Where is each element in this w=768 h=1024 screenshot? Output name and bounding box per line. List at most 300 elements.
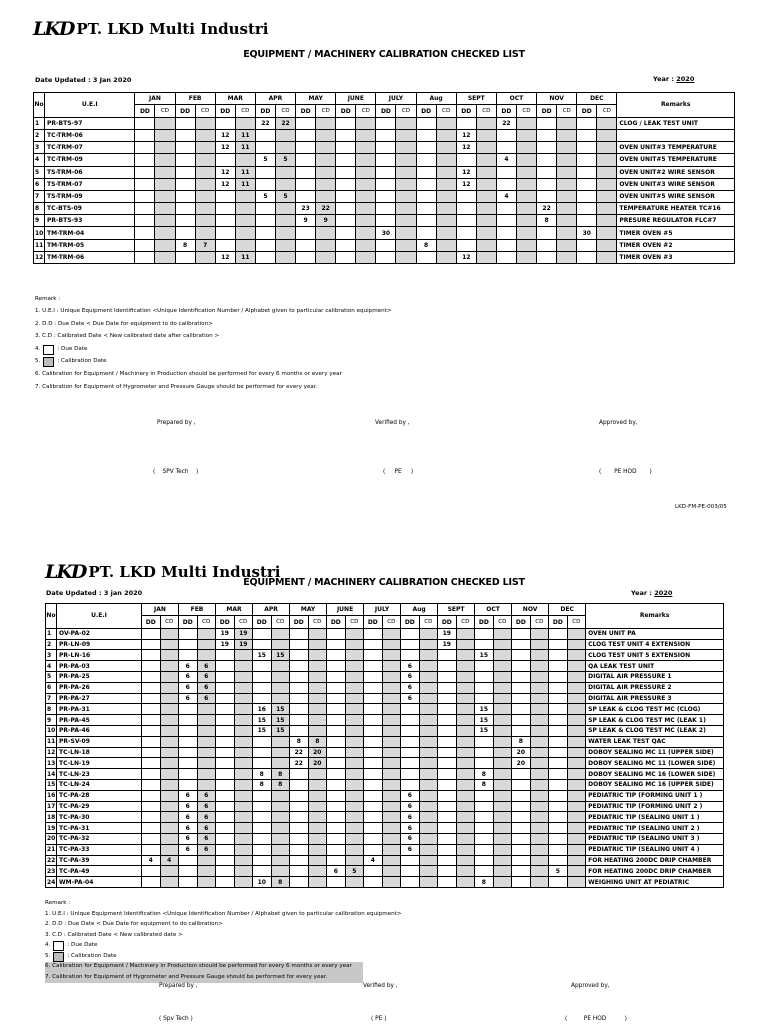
calibration-cell	[597, 117, 617, 129]
calibration-cell	[436, 178, 456, 190]
calibration-cell	[142, 823, 161, 834]
calibration-cell	[419, 877, 438, 888]
calibration-cell	[475, 628, 494, 639]
calibration-cell	[493, 758, 512, 769]
calibrated-date-subheader: CD	[456, 616, 475, 628]
row-number: 1	[46, 628, 57, 639]
calibration-cell	[308, 715, 327, 726]
row-number: 8	[46, 704, 57, 715]
calibration-cell	[567, 747, 586, 758]
calibrated-date-subheader: CD	[345, 616, 364, 628]
calibration-cell	[290, 801, 309, 812]
calibration-cell	[438, 715, 457, 726]
calibration-cell	[316, 154, 336, 166]
calibration-cell	[416, 142, 436, 154]
calibration-cell: 6	[401, 823, 420, 834]
calibration-cell: 8	[475, 877, 494, 888]
calibration-cell	[234, 704, 253, 715]
equipment-remark: TIMER OVEN #2	[617, 239, 735, 251]
calibration-cell	[416, 154, 436, 166]
table-row	[46, 855, 724, 866]
calibration-cell	[290, 661, 309, 672]
calibration-cell	[271, 844, 290, 855]
calibration-cell	[567, 682, 586, 693]
calibration-cell	[419, 671, 438, 682]
calibration-cell	[530, 715, 549, 726]
row-number: 13	[47, 759, 56, 767]
verified-by-role: ( PE )	[371, 1016, 387, 1022]
calibration-cell	[308, 833, 327, 844]
calibration-cell	[597, 190, 617, 202]
calibrated-date-subheader: CD	[396, 105, 416, 117]
calibrated-date-subheader: CD	[356, 105, 376, 117]
calibration-cell	[557, 129, 577, 141]
calibration-cell: 23	[296, 203, 316, 215]
calibration-cell	[376, 142, 396, 154]
calibration-cell	[356, 178, 376, 190]
calibration-cell: 15	[475, 650, 494, 661]
calibration-cell	[195, 178, 215, 190]
calibration-cell	[419, 823, 438, 834]
year-field	[653, 75, 694, 83]
calibration-cell	[436, 215, 456, 227]
calibration-cell	[253, 671, 272, 682]
calibration-cell	[597, 129, 617, 141]
calibration-cell	[475, 855, 494, 866]
calibration-cell	[530, 758, 549, 769]
equipment-remark: DOBOY SEALING MC 11 (LOWER SIDE)	[586, 758, 724, 769]
calibration-cell	[438, 855, 457, 866]
calibration-cell	[308, 650, 327, 661]
calibration-cell	[436, 166, 456, 178]
equipment-remark: DOBOY SEALING MC 16 (UPPER SIDE)	[586, 779, 724, 790]
calibration-cell	[456, 154, 476, 166]
calibration-cell	[496, 129, 516, 141]
calibration-cell	[308, 769, 327, 780]
calibration-cell	[179, 715, 198, 726]
calibration-cell	[549, 682, 568, 693]
calibration-cell	[557, 117, 577, 129]
calibration-cell	[271, 823, 290, 834]
calibration-cell	[549, 639, 568, 650]
calibration-cell	[438, 682, 457, 693]
equipment-remark: SP LEAK & CLOG TEST MC (LEAK 1)	[586, 715, 724, 726]
calibration-cell	[577, 178, 597, 190]
remark-item-2: 2. D.D : Due Date < Due Date for equipment to do calibration>	[35, 320, 213, 327]
calibration-cell	[345, 779, 364, 790]
calibration-cell	[179, 725, 198, 736]
calibration-cell	[364, 769, 383, 780]
calibration-cell	[438, 769, 457, 780]
calibration-cell: 8	[512, 736, 531, 747]
calibration-cell: 15	[475, 704, 494, 715]
calibration-cell	[475, 682, 494, 693]
calibration-cell	[516, 227, 536, 239]
calibration-cell	[493, 715, 512, 726]
due-date-subheader: DD	[142, 616, 161, 628]
calibration-cell	[234, 671, 253, 682]
calibration-cell	[142, 715, 161, 726]
calibration-cell	[456, 190, 476, 202]
due-date-subheader: DD	[179, 616, 198, 628]
calibrated-date-subheader: CD	[316, 105, 336, 117]
remarks-section	[45, 899, 645, 983]
calibration-cell	[253, 844, 272, 855]
calibration-cell	[456, 725, 475, 736]
calibration-cell	[382, 790, 401, 801]
due-date-subheader: DD	[175, 105, 195, 117]
table-row	[34, 129, 735, 141]
calibration-cell	[549, 877, 568, 888]
calibration-cell: 6	[197, 693, 216, 704]
calibration-cell	[179, 736, 198, 747]
calibration-cell	[160, 790, 179, 801]
calibration-cell	[253, 855, 272, 866]
calibration-cell	[356, 142, 376, 154]
calibration-cell	[253, 661, 272, 672]
equipment-uei: OV-PA-02	[57, 628, 142, 639]
month-header: OCT	[475, 604, 512, 616]
calibration-cell	[597, 154, 617, 166]
calibration-cell	[364, 671, 383, 682]
due-date-legend-box	[53, 941, 64, 951]
calibration-cell	[155, 227, 175, 239]
calibration-cell	[419, 704, 438, 715]
calibration-cell	[135, 227, 155, 239]
calibration-cell	[356, 154, 376, 166]
calibration-cell	[155, 190, 175, 202]
calibration-cell	[567, 855, 586, 866]
calibration-cell	[549, 736, 568, 747]
calibration-cell	[567, 790, 586, 801]
date-label: Date Updated :	[46, 589, 102, 597]
calibration-cell	[197, 769, 216, 780]
calibration-cell	[456, 844, 475, 855]
calibrated-date-subheader: CD	[597, 105, 617, 117]
calibration-cell	[197, 866, 216, 877]
calibration-cell	[253, 639, 272, 650]
calibration-cell: 15	[271, 704, 290, 715]
table-row	[46, 877, 724, 888]
table-row	[46, 823, 724, 834]
calibration-cell	[364, 801, 383, 812]
calibration-cell	[175, 117, 195, 129]
remarks-title: Remark :	[35, 295, 61, 302]
calibration-cell	[290, 650, 309, 661]
calibration-cell	[197, 779, 216, 790]
calibration-cell	[271, 833, 290, 844]
calibration-cell: 6	[197, 790, 216, 801]
equipment-uei: TC-PA-39	[57, 855, 142, 866]
prepared-by-label: Prepared by ,	[159, 983, 198, 989]
calibration-cell: 6	[179, 801, 198, 812]
equipment-uei: TS-TRM-07	[45, 178, 135, 190]
calibration-cell: 8	[253, 779, 272, 790]
company-name: PT. LKD Multi Industri	[76, 20, 269, 38]
calibration-cell	[364, 790, 383, 801]
calibration-cell	[271, 758, 290, 769]
calibration-cell	[290, 855, 309, 866]
calibration-cell	[327, 801, 346, 812]
calibration-cell	[290, 877, 309, 888]
calibration-cell	[456, 877, 475, 888]
calibration-cell	[255, 227, 275, 239]
calibration-cell	[308, 812, 327, 823]
calibration-cell: 6	[179, 682, 198, 693]
calibration-cell	[493, 877, 512, 888]
equipment-remark: SP LEAK & CLOG TEST MC (CLOG)	[586, 704, 724, 715]
calibration-cell	[493, 790, 512, 801]
calibration-cell	[234, 855, 253, 866]
row-number: 10	[34, 227, 45, 239]
calibration-cell	[234, 661, 253, 672]
calibration-cell	[290, 812, 309, 823]
calibration-cell	[160, 704, 179, 715]
calibration-cell	[382, 812, 401, 823]
month-header: SEPT	[456, 93, 496, 105]
calibration-cell	[493, 628, 512, 639]
calibration-cell	[438, 661, 457, 672]
calibration-cell	[253, 747, 272, 758]
calibration-cell	[336, 215, 356, 227]
calibration-cell	[308, 628, 327, 639]
calibration-cell	[234, 823, 253, 834]
calibration-cell	[345, 855, 364, 866]
calibration-cell: 5	[255, 154, 275, 166]
calibration-cell: 15	[271, 725, 290, 736]
calibration-cell	[135, 166, 155, 178]
calibration-cell	[456, 628, 475, 639]
calibration-cell: 6	[197, 801, 216, 812]
calibration-cell	[493, 812, 512, 823]
calibrated-date-subheader: CD	[275, 105, 295, 117]
column-header-no: No	[34, 93, 45, 118]
calibration-cell	[493, 833, 512, 844]
calibration-cell	[336, 239, 356, 251]
table-row	[46, 736, 724, 747]
calibration-cell	[512, 639, 531, 650]
row-number: 12	[34, 251, 45, 263]
calibration-cell	[557, 190, 577, 202]
calibration-cell	[215, 154, 235, 166]
calibration-cell	[493, 682, 512, 693]
calibration-cell	[530, 877, 549, 888]
calibration-cell	[356, 203, 376, 215]
calibration-cell	[567, 736, 586, 747]
month-header: FEB	[175, 93, 215, 105]
calibration-cell	[253, 866, 272, 877]
calibration-cell	[496, 215, 516, 227]
remark-item-3: 3. C.D : Calibrated Date < New calibrated date >	[45, 931, 183, 938]
calibration-cell: 16	[253, 704, 272, 715]
equipment-remark: PEDIATRIC TIP (SEALING UNIT 1 )	[586, 812, 724, 823]
calibration-cell	[512, 779, 531, 790]
calibration-cell	[401, 725, 420, 736]
calibration-cell	[549, 790, 568, 801]
equipment-remark: PRESURE REGULATOR FLC#7	[617, 215, 735, 227]
calibration-cell	[416, 166, 436, 178]
calibration-cell	[364, 758, 383, 769]
equipment-uei: TC-TRM-07	[45, 142, 135, 154]
calibration-cell: 30	[577, 227, 597, 239]
row-number: 2	[34, 129, 45, 141]
calibration-cell	[345, 823, 364, 834]
calibration-cell	[493, 650, 512, 661]
calibration-cell	[336, 142, 356, 154]
calibration-cell	[396, 239, 416, 251]
calibration-cell	[530, 682, 549, 693]
calibration-cell	[216, 801, 235, 812]
calibration-cell	[308, 725, 327, 736]
calibration-cell	[530, 650, 549, 661]
calibration-cell	[290, 671, 309, 682]
calibration-cell	[530, 671, 549, 682]
table-row	[34, 117, 735, 129]
table-row	[34, 215, 735, 227]
calibration-cell	[216, 693, 235, 704]
calibration-cell	[512, 769, 531, 780]
calibration-cell	[436, 239, 456, 251]
calibration-cell	[475, 639, 494, 650]
calibration-table	[33, 92, 735, 264]
calibration-cell	[160, 693, 179, 704]
calibration-cell	[308, 661, 327, 672]
calibration-cell	[296, 227, 316, 239]
calibration-cell	[456, 866, 475, 877]
calibration-cell	[345, 725, 364, 736]
calibration-cell	[530, 833, 549, 844]
equipment-uei: PR-LN-16	[57, 650, 142, 661]
calibration-cell	[557, 227, 577, 239]
calibration-cell	[356, 190, 376, 202]
due-date-subheader: DD	[577, 105, 597, 117]
calibration-cell	[345, 736, 364, 747]
calibration-cell	[557, 154, 577, 166]
calibration-cell	[364, 639, 383, 650]
calibration-cell	[275, 251, 295, 263]
calibration-cell	[179, 704, 198, 715]
date-updated	[46, 589, 142, 597]
calibration-cell	[215, 227, 235, 239]
calibration-cell	[155, 166, 175, 178]
calibrated-date-subheader: CD	[476, 105, 496, 117]
calibration-cell	[438, 833, 457, 844]
calibration-cell	[438, 801, 457, 812]
table-row	[46, 790, 724, 801]
calibration-cell	[416, 251, 436, 263]
table-row	[46, 628, 724, 639]
table-row	[34, 178, 735, 190]
equipment-uei: TM-TRM-05	[45, 239, 135, 251]
calibrated-date-subheader: CD	[567, 616, 586, 628]
calibration-cell	[512, 671, 531, 682]
calibration-cell	[142, 844, 161, 855]
calibrated-date-subheader: CD	[160, 616, 179, 628]
calibration-cell	[401, 736, 420, 747]
calibration-cell	[179, 779, 198, 790]
calibration-cell	[308, 682, 327, 693]
calibration-cell	[456, 769, 475, 780]
calibration-cell	[475, 833, 494, 844]
remark-item-4: 4. : Due Date	[45, 941, 645, 952]
calibration-cell	[530, 779, 549, 790]
equipment-uei: PR-PA-03	[57, 661, 142, 672]
calibration-cell	[364, 661, 383, 672]
calibrated-date-subheader: CD	[271, 616, 290, 628]
calibration-cell	[475, 693, 494, 704]
calibrated-date-subheader: CD	[195, 105, 215, 117]
calibration-cell	[160, 650, 179, 661]
calibration-cell: 6	[401, 833, 420, 844]
calibration-cell: 6	[179, 833, 198, 844]
calibration-cell	[364, 747, 383, 758]
calibration-cell	[142, 704, 161, 715]
calibration-cell	[296, 154, 316, 166]
calibration-cell	[512, 855, 531, 866]
calibration-cell: 11	[235, 129, 255, 141]
calibration-cell	[142, 661, 161, 672]
calibration-cell: 15	[253, 650, 272, 661]
calibration-cell	[275, 239, 295, 251]
calibration-cell	[175, 215, 195, 227]
calibration-cell	[234, 779, 253, 790]
calibration-cell	[376, 215, 396, 227]
calibration-cell	[419, 628, 438, 639]
prepared-by-role: ( SPV Tech )	[153, 469, 199, 475]
calibration-cell	[290, 844, 309, 855]
calibration-cell: 6	[197, 682, 216, 693]
calibration-cell	[401, 715, 420, 726]
calibration-cell	[475, 790, 494, 801]
calibration-cell	[160, 682, 179, 693]
calibration-cell	[345, 844, 364, 855]
equipment-uei: WM-PA-04	[57, 877, 142, 888]
table-row	[46, 758, 724, 769]
calibration-cell	[496, 227, 516, 239]
calibration-cell	[567, 725, 586, 736]
calibration-cell	[516, 239, 536, 251]
calibration-cell: 20	[512, 758, 531, 769]
calibration-cell	[419, 736, 438, 747]
equipment-remark: PEDIATRIC TIP (FORMING UNIT 1 )	[586, 790, 724, 801]
calibration-cell	[160, 866, 179, 877]
calibration-cell	[253, 801, 272, 812]
calibration-cell	[493, 855, 512, 866]
calibration-cell	[493, 661, 512, 672]
calibration-cell	[316, 166, 336, 178]
calibration-cell	[530, 661, 549, 672]
calibration-cell	[215, 239, 235, 251]
equipment-uei: TC-LN-23	[57, 769, 142, 780]
calibration-cell	[419, 715, 438, 726]
calibration-cell	[537, 178, 557, 190]
calibration-cell: 22	[537, 203, 557, 215]
calibration-cell	[516, 178, 536, 190]
table-row	[46, 704, 724, 715]
calibration-cell	[234, 812, 253, 823]
due-date-subheader: DD	[512, 616, 531, 628]
month-header: OCT	[496, 93, 536, 105]
table-row	[34, 239, 735, 251]
row-number: 3	[34, 142, 45, 154]
due-date-subheader: DD	[255, 105, 275, 117]
column-header-uei: U.E.I	[45, 93, 135, 118]
table-row	[34, 203, 735, 215]
calibration-cell	[567, 866, 586, 877]
calibration-cell: 5	[275, 190, 295, 202]
remark-item-2: 2. D.D : Due Date < Due Date for equipment to do calibration>	[45, 921, 223, 928]
calibration-cell	[419, 639, 438, 650]
